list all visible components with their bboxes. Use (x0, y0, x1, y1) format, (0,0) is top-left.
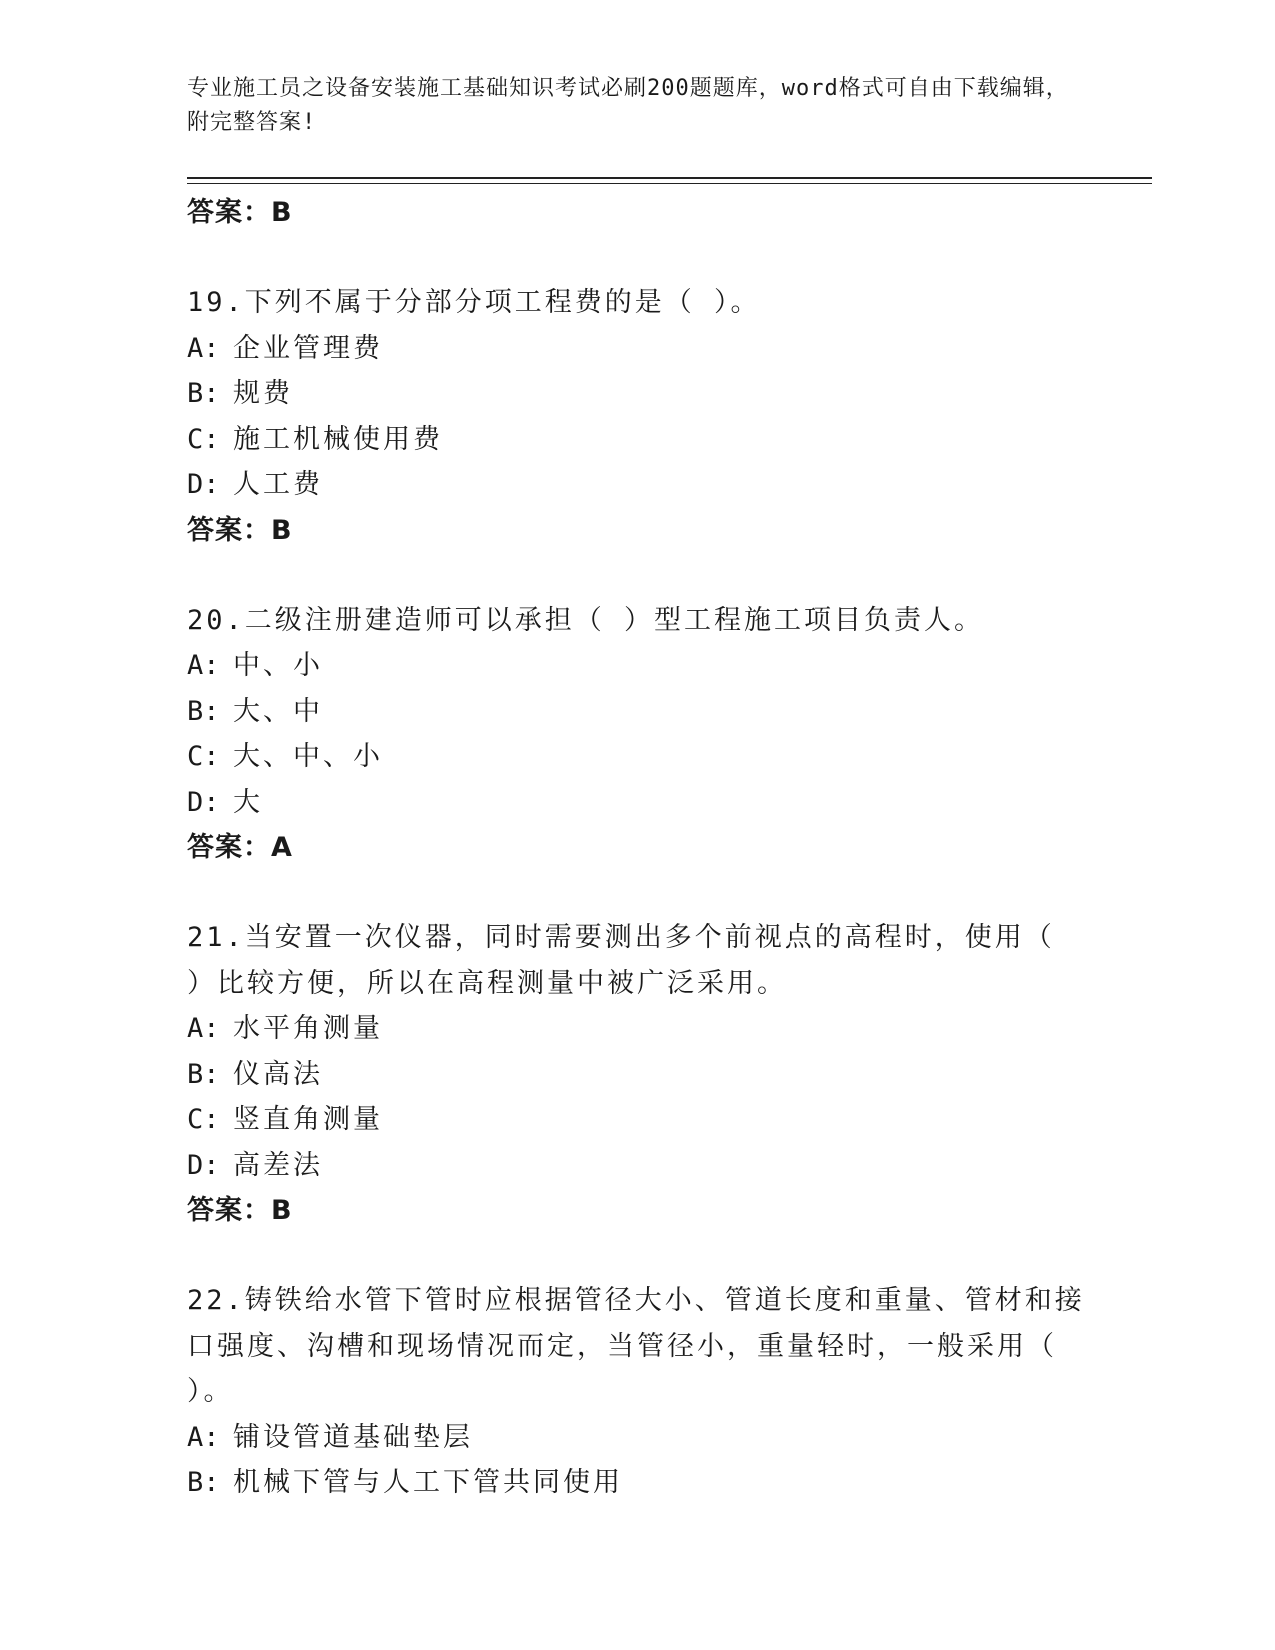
option-letter: B: (187, 695, 220, 727)
option-letter: C: (187, 423, 220, 455)
option-text: 企业管理费 (233, 332, 383, 364)
option-letter: D: (187, 1149, 220, 1181)
answer-value: A (271, 832, 293, 863)
question-21 (187, 915, 1087, 1234)
option-letter: B: (187, 1467, 220, 1498)
option-d (187, 462, 1087, 508)
answer-value: B (271, 514, 293, 546)
option-letter: A: (187, 1013, 220, 1044)
option-text: 机械下管与人工下管共同使用 (233, 1467, 623, 1498)
answer-label: 答案： (187, 514, 271, 546)
answer-value: B (271, 197, 293, 228)
option-text: 施工机械使用费 (233, 423, 443, 455)
header-divider-thin (187, 183, 1152, 184)
option-text: 高差法 (233, 1149, 323, 1181)
question-text: 22.铸铁给水管下管时应根据管径大小、管道长度和重量、管材和接口强度、沟槽和现场情况而定，当管径小，重量轻时，一般采用（ ）。 (187, 1285, 1085, 1407)
answer-line (187, 508, 1087, 554)
question-text: 19.下列不属于分部分项工程费的是（ ）。 (187, 287, 761, 318)
option-letter: C: (187, 741, 220, 772)
answer-line (187, 1188, 1087, 1234)
option-d (187, 780, 1087, 826)
option-letter: B: (187, 1058, 220, 1090)
answer-line (187, 190, 1087, 236)
option-letter: B: (187, 378, 220, 409)
option-letter: A: (187, 332, 220, 364)
option-c (187, 734, 1087, 780)
question-text: 21.当安置一次仪器，同时需要测出多个前视点的高程时，使用（ ）比较方便，所以在高程测量中被广泛采用。 (187, 922, 1055, 999)
option-d (187, 1143, 1087, 1189)
option-text: 规费 (233, 378, 293, 409)
option-b (187, 689, 1087, 735)
question-19 (187, 280, 1087, 554)
question-text: 20.二级注册建造师可以承担（ ）型工程施工项目负责人。 (187, 604, 985, 636)
option-text: 铺设管道基础垫层 (233, 1421, 473, 1453)
option-text: 竖直角测量 (233, 1104, 383, 1135)
option-c (187, 1097, 1087, 1143)
option-a (187, 1415, 1087, 1461)
option-a (187, 643, 1087, 689)
option-a (187, 1006, 1087, 1052)
option-text: 仪高法 (233, 1058, 323, 1090)
answer-line (187, 825, 1087, 871)
option-text: 水平角测量 (233, 1013, 383, 1044)
option-text: 大 (233, 786, 263, 818)
option-b (187, 1052, 1087, 1098)
question-list (187, 190, 1087, 1506)
answer-label: 答案： (187, 197, 271, 228)
answer-label: 答案： (187, 832, 271, 863)
option-letter: D: (187, 786, 220, 818)
question-22 (187, 1278, 1087, 1506)
option-letter: A: (187, 1421, 220, 1453)
document-title: 专业施工员之设备安装施工基础知识考试必刷200题题库，word格式可自由下载编辑，附完整答案! (187, 76, 1069, 135)
option-text: 大、中 (233, 695, 323, 727)
header-divider (187, 177, 1152, 179)
option-letter: C: (187, 1104, 220, 1135)
answer-value: B (271, 1195, 293, 1226)
option-b (187, 371, 1087, 417)
document-header (187, 72, 1087, 140)
option-letter: D: (187, 469, 220, 500)
question-20 (187, 598, 1087, 872)
option-a (187, 326, 1087, 372)
option-letter: A: (187, 650, 220, 681)
option-b (187, 1460, 1087, 1506)
option-text: 人工费 (233, 469, 323, 500)
option-text: 大、中、小 (233, 741, 383, 772)
answer-label: 答案： (187, 1195, 271, 1226)
option-c (187, 417, 1087, 463)
option-text: 中、小 (233, 650, 323, 681)
